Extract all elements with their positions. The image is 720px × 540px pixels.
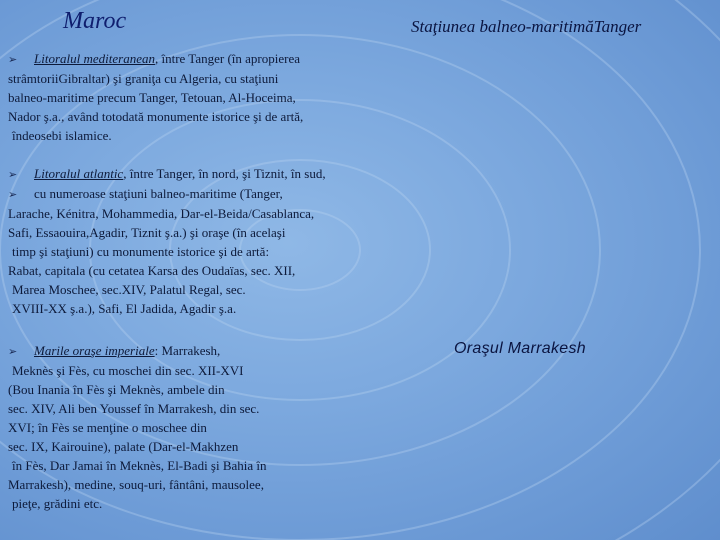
section-line: Marrakesh), medine, souq-uri, fântâni, mausolee,: [8, 477, 264, 492]
section-imperial-cities: [8, 341, 267, 513]
section-line: balneo-maritime precum Tanger, Tetouan, Al-Hoceima,: [8, 90, 296, 105]
section-mediterranean: [8, 49, 303, 145]
section-second-bullet-line: ➢ cu numeroase staţiuni balneo-maritime (Tanger,: [8, 184, 326, 204]
section-first-line: ➢ Litoralul atlantic, între Tanger, în nord, şi Tiznit, în sud,: [8, 164, 326, 184]
image-caption-tanger: Staţiunea balneo-maritimăTanger: [411, 17, 642, 36]
section-line: (Bou Inania în Fès şi Meknès, ambele din: [8, 382, 225, 397]
section-term: Litoralul mediteranean: [34, 51, 155, 66]
section-line: în Fès, Dar Jamai în Meknès, El-Badi şi Bahia în: [12, 458, 267, 473]
section-line: strâmtoriiGibraltar) şi graniţa cu Algeria, cu staţiuni: [8, 71, 279, 86]
bullet-arrow-icon: ➢: [8, 168, 18, 181]
bullet-arrow-icon: ➢: [8, 188, 18, 201]
section-term: Litoralul atlantic: [34, 166, 124, 181]
section-first-line: ➢ Marile oraşe imperiale: Marrakesh,: [8, 341, 267, 361]
section-line: Rabat, capitala (cu cetatea Karsa des Oudaïas, sec. XII,: [8, 263, 296, 278]
section-line: Marea Moschee, sec.XIV, Palatul Regal, sec.: [12, 282, 246, 297]
image-caption-marrakesh: Oraşul Marrakesh: [454, 340, 586, 357]
section-line: sec. IX, Kairouine), palate (Dar-el-Makhzen: [8, 439, 239, 454]
section-line: XVI; în Fès se menţine o moschee din: [8, 420, 207, 435]
section-line: Safi, Essaouira,Agadir, Tiznit ş.a.) şi oraşe (în acelaşi: [8, 225, 286, 240]
section-line: timp şi staţiuni) cu monumente istorice şi de artă:: [12, 244, 270, 259]
section-term: Marile oraşe imperiale: [34, 343, 155, 358]
section-line: sec. XIV, Ali ben Youssef în Marrakesh, din sec.: [8, 401, 260, 416]
slide-title: Maroc: [63, 8, 127, 34]
section-first-line: ➢ Litoralul mediteranean, între Tanger (în apropierea: [8, 49, 303, 69]
section-line: Larache, Kénitra, Mohammedia, Dar-el-Beida/Casablanca,: [8, 206, 315, 221]
section-line: pieţe, grădini etc.: [12, 496, 103, 511]
bullet-arrow-icon: ➢: [8, 345, 18, 358]
section-line: XVIII-XX ş.a.), Safi, El Jadida, Agadir ş.a.: [12, 301, 237, 316]
section-line: Meknès şi Fès, cu moschei din sec. XII-XVI: [12, 363, 244, 378]
bullet-arrow-icon: ➢: [8, 53, 18, 66]
section-atlantic: [8, 164, 326, 318]
section-line: Nador ş.a., având totodată monumente istorice şi de artă,: [8, 109, 304, 124]
section-line: îndeosebi islamice.: [12, 128, 112, 143]
